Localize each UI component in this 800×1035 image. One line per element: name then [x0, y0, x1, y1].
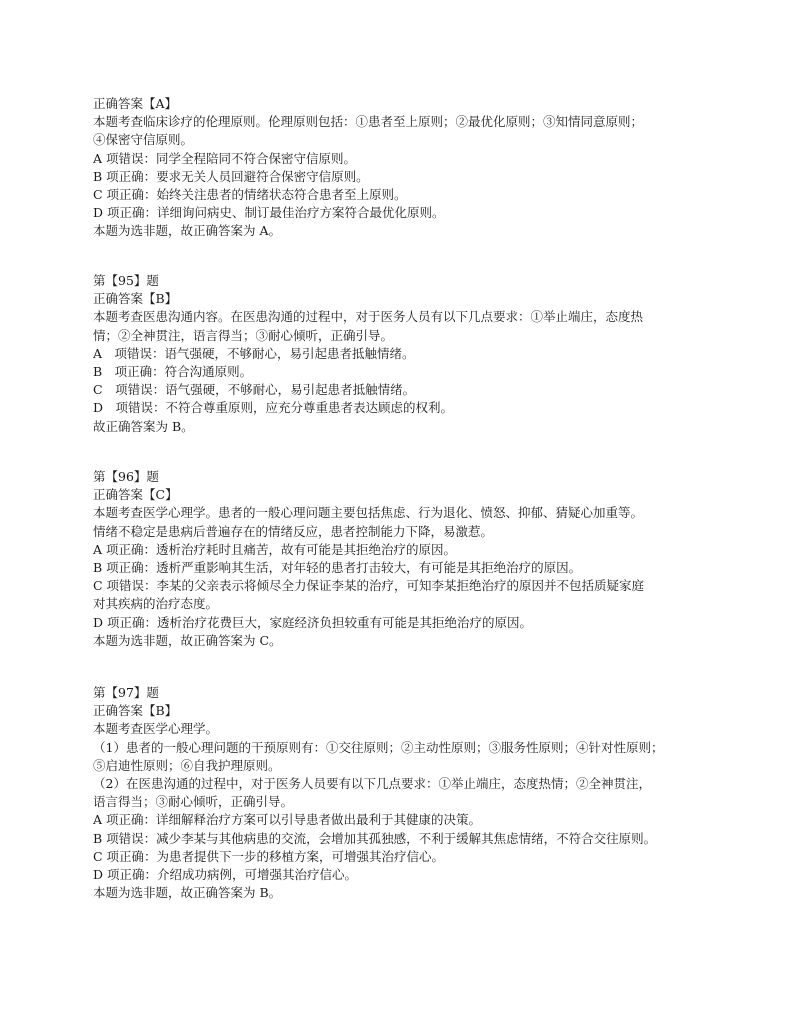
explanation-line: 本题考查医学心理学。患者的一般心理问题主要包括焦虑、行为退化、愤怒、抑郁、猜疑心加重等。 — [93, 505, 644, 521]
conclusion-line: 故正确答案为 B。 — [93, 418, 194, 434]
option-line: D 项正确：介绍成功病例，可增强其治疗信心。 — [93, 867, 357, 883]
explanation-line: 情；②全神贯注，语言得当；③耐心倾听，正确引导。 — [93, 327, 394, 343]
option-line: D 项错误：不符合尊重原则，应充分尊重患者表达顾虑的权利。 — [93, 400, 454, 416]
explanation-line: 本题考查医学心理学。 — [93, 721, 219, 737]
question-block-96 — [93, 468, 713, 650]
option-line: A 项错误：语气强硬，不够耐心，易引起患者抵触情绪。 — [93, 345, 415, 361]
question-heading: 第【97】题 — [93, 685, 159, 700]
conclusion-line: 本题为选非题，故正确答案为 C。 — [93, 632, 282, 648]
explanation-line: （1）患者的一般心理问题的干预原则有：①交往原则；②主动性原则；③服务性原则；④针对性原则； — [93, 739, 664, 755]
explanation-line: 情绪不稳定是患病后普遍存在的情绪反应，患者控制能力下降，易激惹。 — [93, 523, 494, 539]
option-line: D 项正确：透析治疗花费巨大，家庭经济负担较重有可能是其拒绝治疗的原因。 — [93, 614, 532, 630]
explanation-line: 本题考查临床诊疗的伦理原则。伦理原则包括：①患者至上原则；②最优化原则；③知情同意原则； — [93, 114, 644, 130]
conclusion-line: 本题为选非题，故正确答案为 B。 — [93, 885, 282, 901]
question-block-95 — [93, 272, 713, 436]
answer-line: 正确答案【B】 — [93, 703, 178, 719]
question-block-97 — [93, 684, 713, 902]
option-line: B 项正确：符合沟通原则。 — [93, 364, 253, 380]
conclusion-line: 本题为选非题，故正确答案为 A。 — [93, 223, 282, 239]
option-line: A 项错误：同学全程陪同不符合保密守信原则。 — [93, 150, 357, 166]
option-line: C 项错误：语气强硬，不够耐心，易引起患者抵触情绪。 — [93, 382, 416, 398]
option-line: B 项正确：要求无关人员回避符合保密守信原则。 — [93, 168, 369, 184]
option-line: C 项正确：为患者提供下一步的移植方案，可增强其治疗信心。 — [93, 848, 445, 864]
explanation-line: 本题考查医患沟通内容。在医患沟通的过程中，对于医务人员有以下几点要求：①举止端庄，态度热 — [93, 309, 644, 325]
option-line: C 项错误：李某的父亲表示将倾尽全力保证李某的治疗，可知李某拒绝治疗的原因并不包括质疑家庭 — [93, 578, 645, 594]
explanation-line: 语言得当；③耐心倾听，正确引导。 — [93, 794, 294, 810]
answer-line: 正确答案【C】 — [93, 487, 178, 503]
option-line: D 项正确：详细询问病史、制订最佳治疗方案符合最优化原则。 — [93, 205, 445, 221]
answer-line: 正确答案【B】 — [93, 291, 178, 307]
option-line: B 项正确：透析严重影响其生活，对年轻的患者打击较大，有可能是其拒绝治疗的原因。 — [93, 560, 582, 576]
question-heading: 第【96】题 — [93, 469, 159, 484]
option-line: A 项正确：详细解释治疗方案可以引导患者做出最利于其健康的决策。 — [93, 812, 482, 828]
explanation-line: （2）在医患沟通的过程中，对于医务人员要有以下几点要求：①举止端庄，态度热情；②全神贯注， — [93, 776, 651, 792]
option-line: A 项正确：透析治疗耗时且痛苦，故有可能是其拒绝治疗的原因。 — [93, 541, 457, 557]
explanation-line: ④保密守信原则。 — [93, 132, 194, 148]
option-line: C 项正确：始终关注患者的情绪状态符合患者至上原则。 — [93, 187, 407, 203]
answer-block-94 — [93, 95, 713, 241]
option-line: B 项错误：减少李某与其他病患的交流，会增加其孤独感，不利于缓解其焦虑情绪，不符合交往原则。 — [93, 830, 657, 846]
answer-line: 正确答案【A】 — [93, 96, 178, 111]
explanation-line: ⑤启迪性原则；⑥自我护理原则。 — [93, 757, 281, 773]
option-line: 对其疾病的治疗态度。 — [93, 596, 219, 612]
question-heading: 第【95】题 — [93, 273, 159, 288]
